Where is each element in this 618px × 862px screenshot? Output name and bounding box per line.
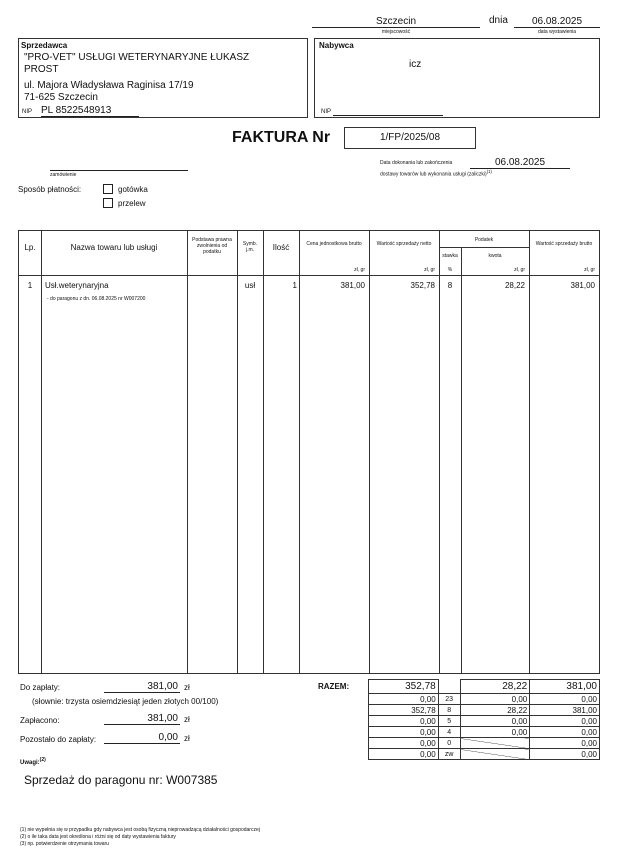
seller-name-2: PROST xyxy=(24,64,59,75)
to-pay-label: Do zapłaty: xyxy=(20,683,61,692)
buyer-nip-field xyxy=(333,107,443,116)
totals-tax: 28,22 xyxy=(460,680,530,694)
totals-rate xyxy=(438,680,460,694)
totals-gross: 0,00 xyxy=(530,727,600,738)
col-qty: Ilość xyxy=(272,243,290,252)
payment-transfer-checkbox[interactable] xyxy=(103,198,113,208)
totals-row xyxy=(369,727,600,738)
order-label: zamówienie xyxy=(50,172,77,178)
totals-net: 0,00 xyxy=(369,716,439,727)
completion-note: (1) xyxy=(486,169,492,174)
totals-tax: 28,22 xyxy=(460,705,530,716)
buyer-name: icz xyxy=(409,59,422,70)
totals-gross: 0,00 xyxy=(530,694,600,705)
to-pay-currency: zł xyxy=(184,683,190,692)
seller-nip-label: NIP xyxy=(22,109,33,115)
col-name: Nazwa towaru lub usługi xyxy=(70,243,158,252)
col-tax-rate: stawka xyxy=(442,253,458,259)
seller-nip: PL 8522548913 xyxy=(41,105,139,117)
totals-gross: 0,00 xyxy=(530,738,600,749)
col-unit-price: Cena jednostkowa brutto xyxy=(306,241,362,247)
row-rate: 8 xyxy=(447,281,453,290)
totals-tax xyxy=(460,738,530,749)
totals-tax: 0,00 xyxy=(460,716,530,727)
totals-row xyxy=(369,716,600,727)
completion-label-2 xyxy=(380,169,492,178)
buyer-title: Nabywca xyxy=(319,41,354,50)
totals-rate: 23 xyxy=(438,694,460,705)
completion-date: 06.08.2025 xyxy=(470,157,570,169)
totals-table xyxy=(368,679,600,760)
totals-gross: 381,00 xyxy=(530,705,600,716)
row-symb: usł xyxy=(244,281,256,290)
col-tax: Podatek xyxy=(474,237,494,243)
completion-label-1: Data dokonania lub zakończenia xyxy=(380,160,453,166)
row-note: - do paragonu z dn. 06.08.2025 nr W007200 xyxy=(47,296,146,302)
totals-net: 0,00 xyxy=(369,749,439,760)
buyer-box xyxy=(314,38,600,118)
totals-rate: 0 xyxy=(438,738,460,749)
row-net: 352,78 xyxy=(410,281,435,290)
remarks-text: Uwagi: xyxy=(20,760,40,766)
to-pay-amount: 381,00 xyxy=(104,681,180,693)
unit-label-pct: % xyxy=(447,267,453,273)
totals-net: 352,78 xyxy=(369,680,439,694)
remaining-amount: 0,00 xyxy=(104,732,180,744)
payment-transfer-label: przelew xyxy=(118,199,146,208)
footnote-3: (3) np. potwierdzenie otrzymania towaru xyxy=(20,841,109,847)
seller-box xyxy=(18,38,308,118)
row-tax: 28,22 xyxy=(504,281,525,290)
col-symb: Symb. j.m. xyxy=(242,241,258,253)
unit-label-price: zł, gr xyxy=(354,267,365,273)
payment-cash-label: gotówka xyxy=(118,185,148,194)
payment-cash-checkbox[interactable] xyxy=(103,184,113,194)
totals-row xyxy=(369,738,600,749)
remarks-label xyxy=(20,757,46,766)
remaining-label: Pozostało do zapłaty: xyxy=(20,735,97,744)
footnote-1: (1) nie wypełnia się w przypadku gdy nabywca jest osobą fizyczną nieprowadzącą działalności gospodarczej xyxy=(20,827,260,833)
totals-tax: 0,00 xyxy=(460,727,530,738)
seller-address-2: 71-625 Szczecin xyxy=(24,92,98,103)
order-field xyxy=(50,162,188,171)
totals-rate: 5 xyxy=(438,716,460,727)
invoice-title: FAKTURA Nr xyxy=(232,129,331,146)
remaining-currency: zł xyxy=(184,734,190,743)
totals-row xyxy=(369,705,600,716)
row-gross: 381,00 xyxy=(570,281,595,290)
col-lp: Lp. xyxy=(24,243,36,252)
issue-date: 06.08.2025 xyxy=(514,16,600,28)
buyer-nip-label: NIP xyxy=(321,109,332,115)
totals-net: 352,78 xyxy=(369,705,439,716)
paid-label: Zapłacono: xyxy=(20,716,60,725)
seller-address-1: ul. Majora Władysława Raginisa 17/19 xyxy=(24,80,194,91)
totals-row xyxy=(369,749,600,760)
sale-note: Sprzedaż do paragonu nr: W007385 xyxy=(24,773,218,787)
totals-tax xyxy=(460,749,530,760)
totals-net: 0,00 xyxy=(369,694,439,705)
totals-rate: 8 xyxy=(438,705,460,716)
totals-rate: 4 xyxy=(438,727,460,738)
col-net: Wartość sprzedaży netto xyxy=(376,241,432,247)
col-tax-amount: kwota xyxy=(488,253,502,259)
col-basis: Podstawa prawna zwolnienia od podatku xyxy=(192,237,232,255)
remarks-note: (2) xyxy=(39,757,46,763)
payment-label: Sposób płatności: xyxy=(18,185,82,194)
row-name: Usł.weterynaryjna xyxy=(45,281,109,290)
totals-row xyxy=(369,694,600,705)
row-qty: 1 xyxy=(292,281,297,290)
completion-label-2-text: dostawy towarów lub wykonania usługi (zaliczki) xyxy=(380,171,487,178)
totals-gross: 0,00 xyxy=(530,716,600,727)
issue-date-label: data wystawienia xyxy=(537,29,577,35)
footnote-2: (2) o ile taka data jest określona i różni się od daty wystawienia faktury xyxy=(20,834,176,840)
amount-in-words: (słownie: trzysta osiemdziesiąt jeden złotych 00/100) xyxy=(32,697,219,706)
seller-name-1: "PRO-VET" USŁUGI WETERYNARYJNE ŁUKASZ xyxy=(24,52,250,63)
invoice-number: 1/FP/2025/08 xyxy=(344,127,476,149)
totals-net: 0,00 xyxy=(369,738,439,749)
paid-amount: 381,00 xyxy=(104,713,180,725)
issue-place: Szczecin xyxy=(312,16,480,28)
totals-gross: 0,00 xyxy=(530,749,600,760)
totals-row-razem xyxy=(369,680,600,694)
totals-tax: 0,00 xyxy=(460,694,530,705)
seller-title: Sprzedawca xyxy=(21,41,68,50)
unit-label-gross: zł, gr xyxy=(584,267,595,273)
paid-currency: zł xyxy=(184,715,190,724)
unit-label-net: zł, gr xyxy=(424,267,435,273)
totals-rate: zw xyxy=(438,749,460,760)
unit-label-tax: zł, gr xyxy=(514,267,525,273)
items-table xyxy=(18,230,600,674)
totals-gross: 381,00 xyxy=(530,680,600,694)
razem-label: RAZEM: xyxy=(318,682,350,691)
date-prefix: dnia xyxy=(489,15,508,26)
issue-place-label: miejscowość xyxy=(381,29,411,35)
col-gross: Wartość sprzedaży brutto xyxy=(535,241,593,247)
row-unit-price: 381,00 xyxy=(340,281,365,290)
totals-net: 0,00 xyxy=(369,727,439,738)
row-lp: 1 xyxy=(27,281,33,290)
